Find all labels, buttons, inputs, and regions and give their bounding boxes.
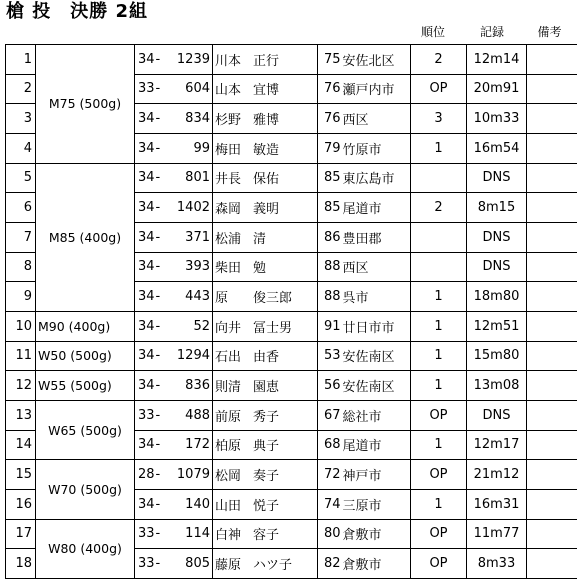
note [527,519,577,549]
rank: 1 [411,430,467,460]
note [527,104,577,134]
record: 13m08 [467,371,527,401]
record: 11m77 [467,519,527,549]
city: 西区 [342,252,411,282]
athlete-name-wrap [215,109,279,128]
athlete-name-wrap [215,465,279,484]
family-name: 白神 [215,528,242,544]
dash: - [156,222,172,252]
dash: - [156,163,172,193]
family-name: 柏原 [215,439,242,455]
athlete-name-wrap [215,317,292,336]
dash: - [156,400,172,430]
note [527,252,577,282]
age-prefix: 33 [135,549,156,579]
dash: - [156,519,172,549]
row-number: 17 [6,519,36,549]
age-prefix: 34 [135,193,156,223]
age: 91 [318,311,342,341]
age-prefix: 34 [135,282,156,312]
age: 72 [318,460,342,490]
rank: 2 [411,45,467,75]
record: 16m31 [467,489,527,519]
note [527,222,577,252]
record: 12m51 [467,311,527,341]
city: 総社市 [342,400,411,430]
bib-number: 52 [172,311,213,341]
age: 88 [318,252,342,282]
row-number: 2 [6,74,36,104]
note [527,489,577,519]
age-prefix: 33 [135,519,156,549]
row-number: 16 [6,489,36,519]
dash: - [156,430,172,460]
note [527,282,577,312]
city: 倉敷市 [342,519,411,549]
given-name: 園恵 [253,380,280,396]
bib-number: 488 [172,400,213,430]
row-number: 14 [6,430,36,460]
bib-number: 836 [172,371,213,401]
city: 尾道市 [342,430,411,460]
city: 瀬戸内市 [342,74,411,104]
bib-number: 140 [172,489,213,519]
athlete-name-wrap [215,524,279,543]
family-name: 森岡 [215,202,242,218]
age-prefix: 33 [135,74,156,104]
record: 16m54 [467,133,527,163]
dash: - [156,45,172,75]
record: 20m91 [467,74,527,104]
age: 79 [318,133,342,163]
bib-number: 801 [172,163,213,193]
age: 85 [318,163,342,193]
given-name: 義明 [253,202,280,218]
city: 尾道市 [342,193,411,223]
bib-number: 1239 [172,45,213,75]
athlete-name [213,222,318,252]
athlete-name [213,460,318,490]
age: 86 [318,222,342,252]
table-row [6,311,577,341]
row-number: 3 [6,104,36,134]
rank [411,252,467,282]
record: 21m12 [467,460,527,490]
athlete-name-wrap [215,287,292,306]
record: DNS [467,163,527,193]
athlete-name-wrap [215,346,279,365]
family-name: 川本 [215,53,242,69]
class-cell: M85 (400g) [36,163,135,311]
family-name: 山田 [215,498,242,514]
athlete-name [213,45,318,75]
header-note: 備考 [537,25,562,39]
age-prefix: 34 [135,371,156,401]
city: 神戸市 [342,460,411,490]
record: 8m15 [467,193,527,223]
city: 東広島市 [342,163,411,193]
row-number: 11 [6,341,36,371]
table-row [6,163,577,193]
row-number: 18 [6,549,36,579]
given-name: 奏子 [253,469,280,485]
age: 75 [318,45,342,75]
dash: - [156,133,172,163]
family-name: 井長 [215,172,242,188]
age-prefix: 28 [135,460,156,490]
athlete-name-wrap [215,79,279,98]
athlete-name [213,400,318,430]
athlete-name-wrap [215,554,292,573]
note [527,371,577,401]
dash: - [156,460,172,490]
given-name: 秀子 [253,409,280,425]
age: 67 [318,400,342,430]
bib-number: 371 [172,222,213,252]
record: DNS [467,252,527,282]
given-name: 由香 [253,350,280,366]
note [527,549,577,579]
rank: 1 [411,133,467,163]
age-prefix: 34 [135,311,156,341]
athlete-name-wrap [215,139,279,158]
athlete-name-wrap [215,228,266,247]
athlete-name [213,252,318,282]
dash: - [156,489,172,519]
header-record: 記録 [479,25,504,39]
rank: OP [411,400,467,430]
row-number: 9 [6,282,36,312]
bib-number: 604 [172,74,213,104]
row-number: 1 [6,45,36,75]
class-cell: W55 (500g) [36,371,135,401]
note [527,311,577,341]
given-name: 清 [253,231,267,247]
athlete-name-wrap [215,198,279,217]
city: 豊田郡 [342,222,411,252]
record: 12m14 [467,45,527,75]
city: 廿日市市 [342,311,411,341]
city: 倉敷市 [342,549,411,579]
age: 74 [318,489,342,519]
bib-number: 1402 [172,193,213,223]
given-name: 容子 [253,528,280,544]
athlete-name-wrap [215,495,279,514]
athlete-name-wrap [215,168,279,187]
row-number: 13 [6,400,36,430]
note [527,193,577,223]
dash: - [156,252,172,282]
bib-number: 443 [172,282,213,312]
rank: 1 [411,489,467,519]
dash: - [156,341,172,371]
given-name: ハツ子 [253,558,293,574]
family-name: 梅田 [215,142,242,158]
age: 68 [318,430,342,460]
rank: OP [411,460,467,490]
age-prefix: 34 [135,133,156,163]
family-name: 向井 [215,320,242,336]
rank: 1 [411,371,467,401]
class-cell: W65 (500g) [36,400,135,459]
given-name: 雅博 [253,113,280,129]
row-number: 4 [6,133,36,163]
record: DNS [467,222,527,252]
class-cell: M90 (400g) [36,311,135,341]
table-row [6,400,577,430]
athlete-name-wrap [215,435,279,454]
given-name: 敏造 [253,142,280,158]
family-name: 松岡 [215,469,242,485]
family-name: 山本 [215,83,242,99]
bib-number: 99 [172,133,213,163]
record: DNS [467,400,527,430]
row-number: 8 [6,252,36,282]
row-number: 7 [6,222,36,252]
dash: - [156,282,172,312]
family-name: 藤原 [215,558,242,574]
city: 西区 [342,104,411,134]
athlete-name-wrap [215,376,279,395]
row-number: 15 [6,460,36,490]
athlete-name [213,193,318,223]
athlete-name [213,341,318,371]
athlete-name [213,430,318,460]
bib-number: 172 [172,430,213,460]
age-prefix: 34 [135,252,156,282]
given-name: 悦子 [253,498,280,514]
dash: - [156,74,172,104]
bib-number: 1294 [172,341,213,371]
family-name: 杉野 [215,113,242,129]
age-prefix: 34 [135,341,156,371]
record: 10m33 [467,104,527,134]
page-title: 槍 投 決勝 2組 [6,1,149,22]
class-cell: W50 (500g) [36,341,135,371]
table-row [6,371,577,401]
given-name: 冨士男 [253,320,293,336]
athlete-name [213,104,318,134]
family-name: 柴田 [215,261,242,277]
rank [411,222,467,252]
athlete-name [213,74,318,104]
family-name: 則清 [215,380,242,396]
rank: OP [411,549,467,579]
note [527,45,577,75]
athlete-name-wrap [215,406,279,425]
athlete-name-wrap [215,50,279,69]
age-prefix: 34 [135,104,156,134]
record: 12m17 [467,430,527,460]
note [527,460,577,490]
athlete-name [213,311,318,341]
header-rank: 順位 [420,25,445,39]
bib-number: 393 [172,252,213,282]
athlete-name [213,519,318,549]
given-name: 保佑 [253,172,280,188]
dash: - [156,193,172,223]
note [527,133,577,163]
family-name: 石出 [215,350,242,366]
bib-number: 114 [172,519,213,549]
row-number: 10 [6,311,36,341]
dash: - [156,311,172,341]
age: 82 [318,549,342,579]
class-cell: M75 (500g) [36,45,135,164]
age-prefix: 34 [135,163,156,193]
record: 18m80 [467,282,527,312]
bib-number: 1079 [172,460,213,490]
record: 8m33 [467,549,527,579]
city: 安佐北区 [342,45,411,75]
rank: OP [411,74,467,104]
class-cell: W70 (500g) [36,460,135,519]
age-prefix: 34 [135,45,156,75]
rank: 1 [411,341,467,371]
athlete-name [213,549,318,579]
city: 安佐南区 [342,341,411,371]
note [527,430,577,460]
city: 竹原市 [342,133,411,163]
age-prefix: 34 [135,489,156,519]
note [527,341,577,371]
bib-number: 805 [172,549,213,579]
rank: 2 [411,193,467,223]
table-row [6,519,577,549]
age: 85 [318,193,342,223]
dash: - [156,104,172,134]
athlete-name [213,489,318,519]
row-number: 6 [6,193,36,223]
given-name: 正行 [253,53,280,69]
athlete-name [213,282,318,312]
given-name: 宜博 [253,83,280,99]
row-number: 12 [6,371,36,401]
family-name: 松浦 [215,231,242,247]
age-prefix: 34 [135,430,156,460]
note [527,400,577,430]
table-row [6,460,577,490]
given-name: 勉 [253,261,267,277]
table-row [6,45,577,75]
class-cell: W80 (400g) [36,519,135,579]
bib-number: 834 [172,104,213,134]
given-name: 典子 [253,439,280,455]
rank: 3 [411,104,467,134]
age: 76 [318,104,342,134]
row-number: 5 [6,163,36,193]
age: 80 [318,519,342,549]
city: 三原市 [342,489,411,519]
city: 呉市 [342,282,411,312]
results-table [5,44,577,579]
family-name: 原 [215,291,229,307]
given-name: 俊三郎 [253,291,293,307]
note [527,74,577,104]
athlete-name [213,371,318,401]
age: 76 [318,74,342,104]
athlete-name-wrap [215,257,266,276]
age-prefix: 33 [135,400,156,430]
dash: - [156,549,172,579]
age: 56 [318,371,342,401]
age: 88 [318,282,342,312]
rank: 1 [411,282,467,312]
city: 安佐南区 [342,371,411,401]
rank: OP [411,519,467,549]
age-prefix: 34 [135,222,156,252]
family-name: 前原 [215,409,242,425]
athlete-name [213,133,318,163]
age: 53 [318,341,342,371]
record: 15m80 [467,341,527,371]
dash: - [156,371,172,401]
table-row [6,341,577,371]
note [527,163,577,193]
rank: 1 [411,311,467,341]
athlete-name [213,163,318,193]
rank [411,163,467,193]
